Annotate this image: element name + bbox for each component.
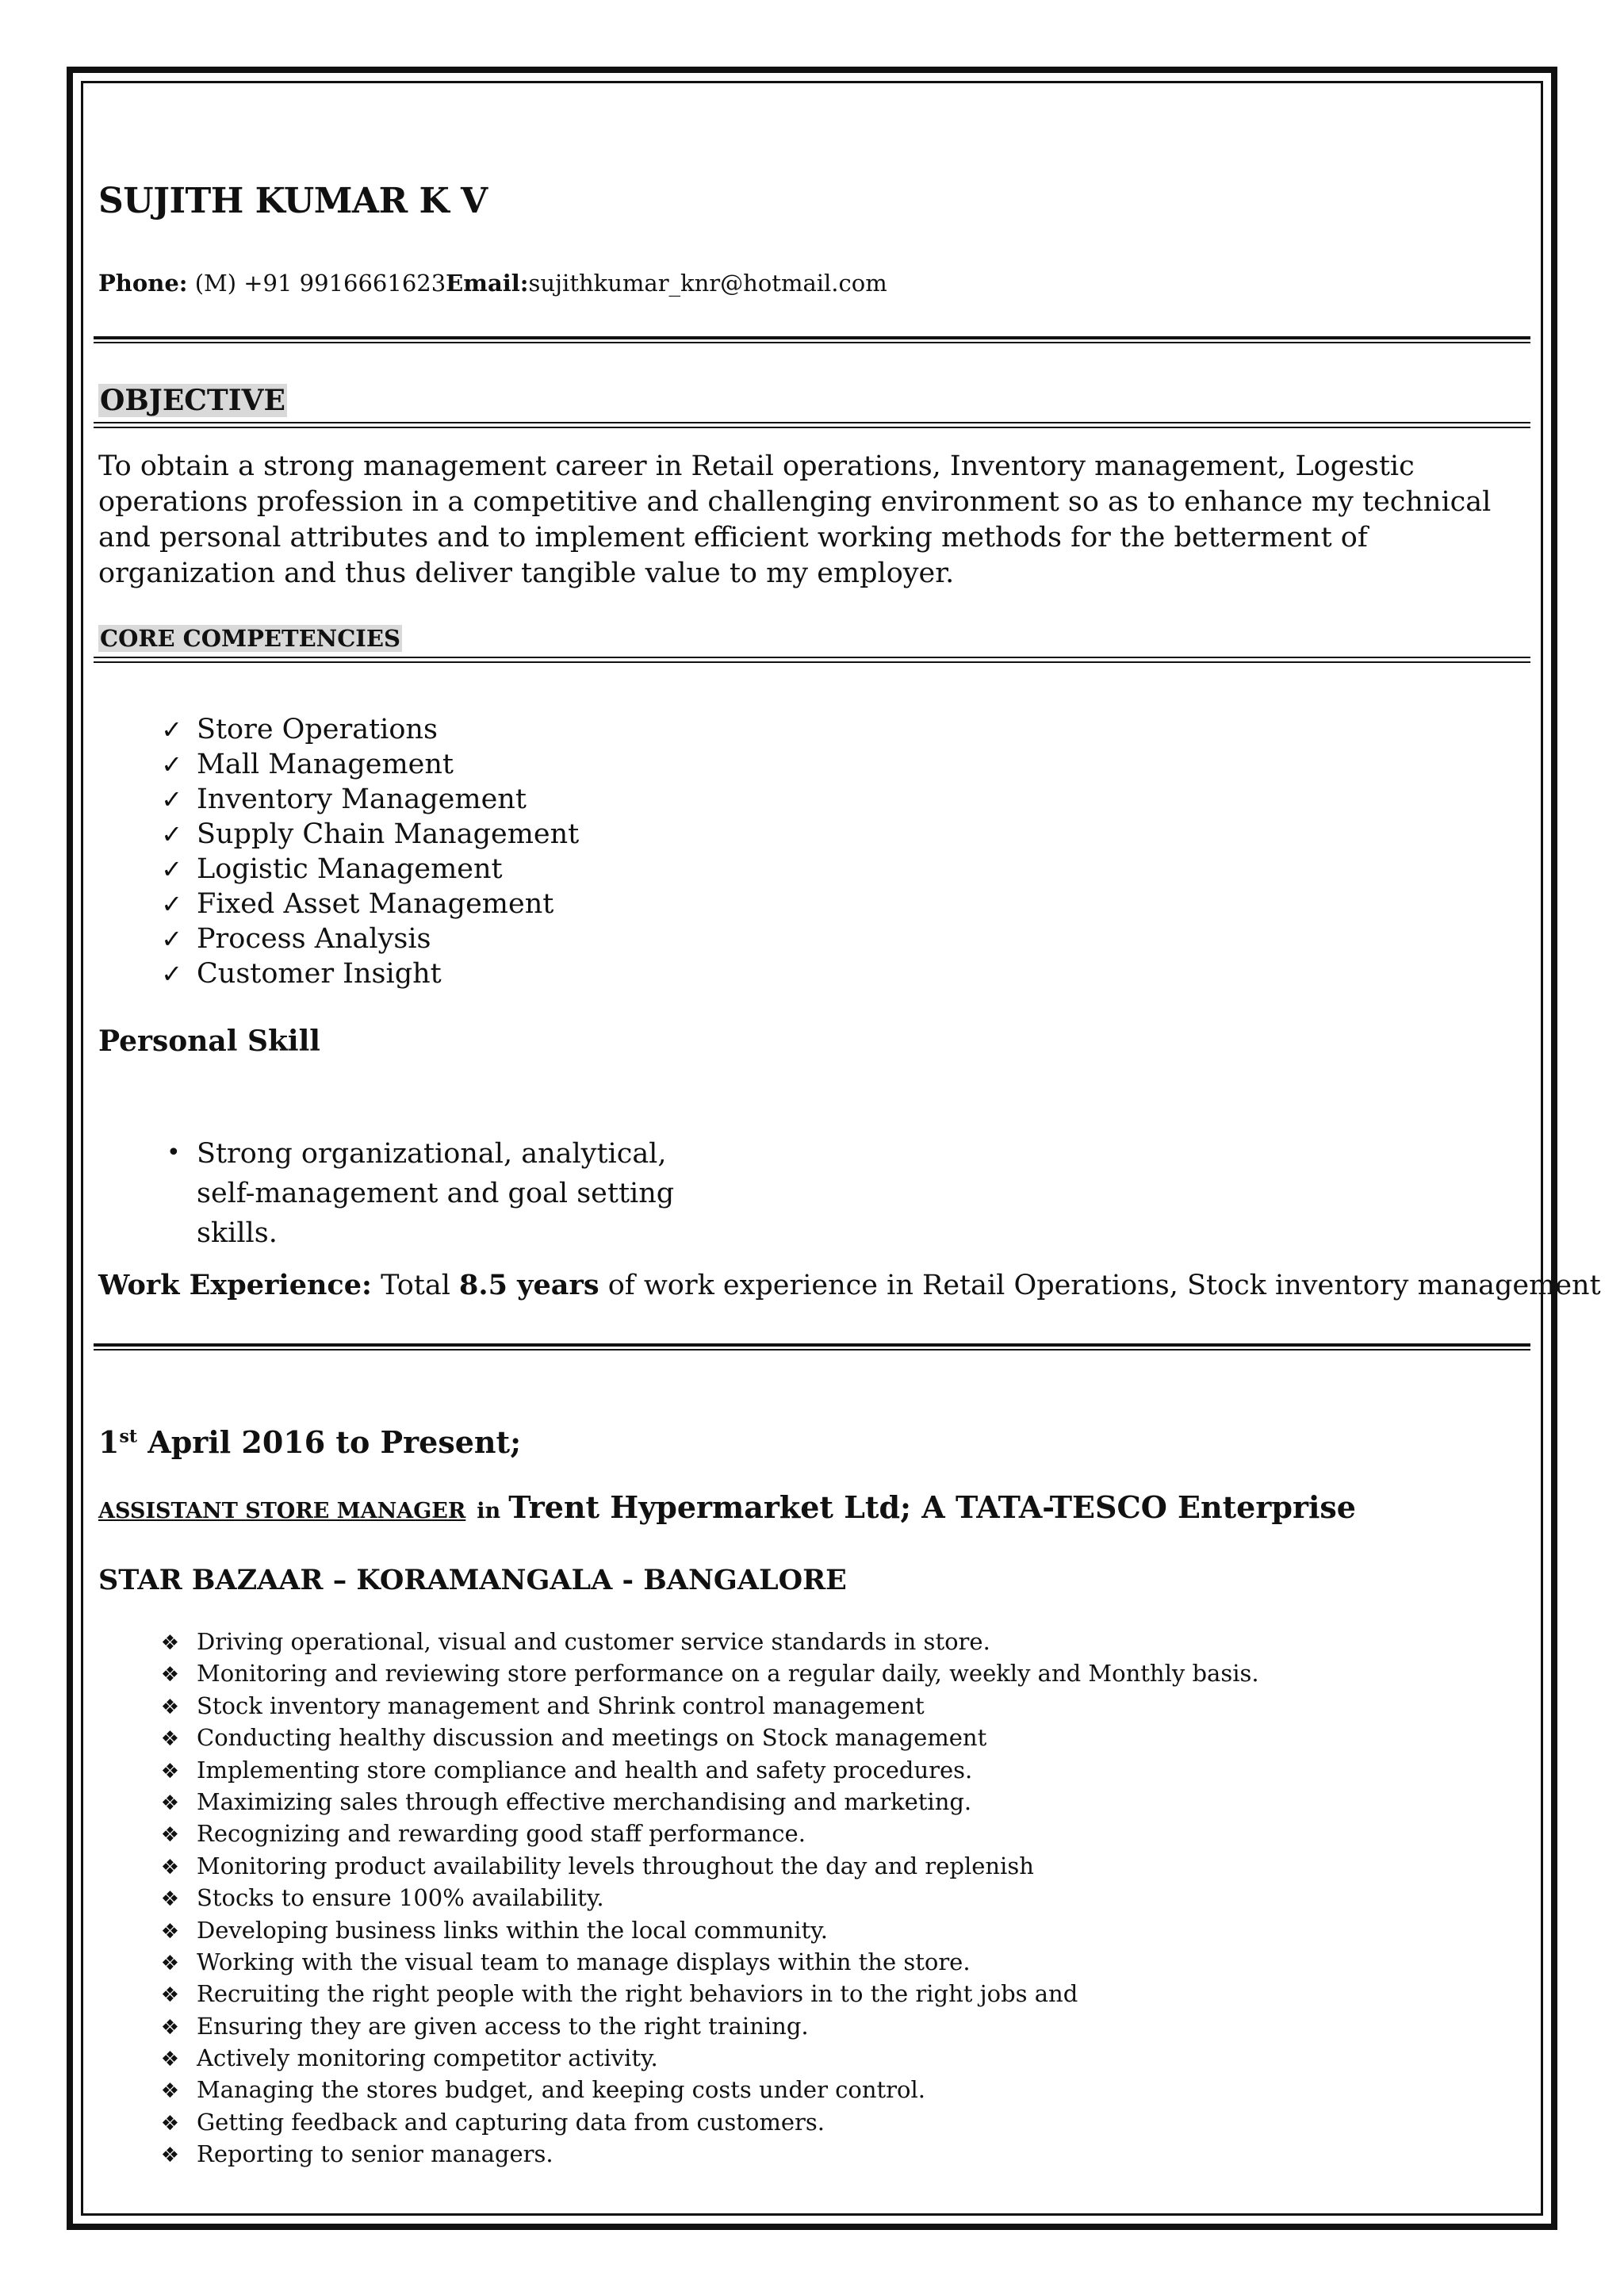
list-item [98,747,579,782]
objective-heading [98,384,287,417]
diamond-icon: ❖ [160,2144,179,2168]
list-item-text: Conducting healthy discussion and meetings on Stock management [197,1724,987,1752]
core-competencies-list [98,712,579,991]
list-item-text: Working with the visual team to manage displays within the store. [197,1948,971,1975]
list-item [98,1818,1259,1849]
diamond-icon: ❖ [160,1727,179,1752]
diamond-icon: ❖ [160,1823,179,1848]
diamond-icon: ❖ [160,1695,179,1719]
list-item [98,1657,1259,1689]
check-icon: ✓ [161,784,182,814]
diamond-icon: ❖ [160,2111,179,2136]
list-item-text: Inventory Management [197,784,527,815]
list-item [98,2010,1259,2042]
diamond-icon: ❖ [160,1631,179,1655]
list-item [98,1882,1259,1914]
check-icon: ✓ [161,749,182,780]
list-item [98,1914,1259,1946]
check-icon: ✓ [161,924,182,954]
list-item-text: Logistic Management [197,853,503,885]
job-connector: in [477,1499,501,1523]
diamond-icon: ❖ [160,2015,179,2040]
list-item-text: Process Analysis [197,923,431,955]
list-item-text: Monitoring product availability levels throughout the day and replenish [197,1852,1034,1879]
candidate-name: SUJITH KUMAR K V [98,181,488,221]
list-item [98,1850,1259,1882]
check-icon: ✓ [161,959,182,989]
job-date-day: 1 [98,1424,120,1460]
list-item [98,956,579,991]
work-experience-divider [94,1343,1530,1351]
list-item-text: Developing business links within the local community. [197,1916,828,1944]
objective-heading-label: OBJECTIVE [100,384,285,417]
work-experience-summary [98,1269,1601,1301]
list-item [98,1786,1259,1818]
list-item [98,712,579,747]
list-item-text: Driving operational, visual and customer service standards in store. [197,1628,990,1655]
diamond-icon: ❖ [160,1791,179,1815]
diamond-icon: ❖ [160,1919,179,1944]
list-item [98,2106,1259,2138]
check-icon: ✓ [161,854,182,884]
list-item [98,2074,1259,2105]
core-competencies-heading [98,625,402,652]
job-date-rest: April 2016 to Present; [147,1424,522,1460]
check-icon: ✓ [161,819,182,849]
core-competencies-label: CORE COMPETENCIES [100,625,400,652]
diamond-icon: ❖ [160,2079,179,2104]
list-item-text: Recruiting the right people with the right behaviors in to the right jobs and [197,1980,1078,2008]
header-divider [94,336,1530,343]
diamond-icon: ❖ [160,1855,179,1879]
dot-icon: • [167,1139,181,1167]
list-item-text: Getting feedback and capturing data from customers. [197,2108,825,2136]
job-duties-list [98,1626,1259,2170]
list-item [98,2138,1259,2170]
list-item [98,1946,1259,1978]
list-item [98,852,579,887]
email-value: sujithkumar_knr@hotmail.com [528,270,887,297]
phone-label: Phone: [98,270,188,297]
list-item-text: Stocks to ensure 100% availability. [197,1884,604,1912]
phone-value: (M) +91 9916661623 [194,270,446,297]
list-item [98,782,579,817]
diamond-icon: ❖ [160,1983,179,2008]
list-item [98,887,579,921]
work-experience-years: 8.5 years [459,1269,599,1301]
list-item-text: Stock inventory management and Shrink control management [197,1692,925,1719]
work-experience-suffix: of work experience in Retail Operations, Stock inventory management [607,1270,1601,1301]
job-location: STAR BAZAAR – KORAMANGALA - BANGALORE [98,1564,847,1596]
personal-skill-heading: Personal Skill [98,1025,320,1058]
list-item [98,1978,1259,2010]
job-company: Trent Hypermarket Ltd; A TATA-TESCO Enterprise [508,1489,1356,1525]
objective-text: To obtain a strong management career in Retail operations, Inventory management, Logestic operations profession in a competitive and challenging environment so as to enhance my technical and personal attributes and to implement efficient working methods for the betterment of organization and thus deliver tangible value to my employer. [98,450,1492,589]
diamond-icon: ❖ [160,1887,179,1912]
list-item-text: Fixed Asset Management [197,888,554,920]
diamond-icon: ❖ [160,1759,179,1784]
diamond-icon: ❖ [160,2048,179,2072]
list-item [98,1722,1259,1753]
list-item-text: Store Operations [197,714,438,745]
list-item-text: Maximizing sales through effective merchandising and marketing. [197,1787,972,1815]
diamond-icon: ❖ [160,1663,179,1688]
list-item-text: Monitoring and reviewing store performance on a regular daily, weekly and Monthly basis. [197,1660,1259,1688]
list-item-text: Customer Insight [197,958,442,990]
check-icon: ✓ [161,889,182,919]
list-item [98,1754,1259,1786]
list-item-text: Supply Chain Management [197,818,580,850]
list-item-text: Ensuring they are given access to the right training. [197,2012,809,2040]
work-experience-prefix: Total [381,1270,450,1301]
personal-skill-item: Strong organizational, analytical, self-management and goal setting skills. [197,1138,675,1249]
check-icon: ✓ [161,715,182,745]
diamond-icon: ❖ [160,1951,179,1975]
list-item-text: Reporting to senior managers. [197,2140,553,2168]
list-item-text: Managing the stores budget, and keeping costs under control. [197,2076,925,2104]
list-item [98,2042,1259,2074]
contact-line [98,270,887,297]
job-date-range [98,1424,521,1460]
email-label: Email: [446,270,529,297]
job-role-line [98,1489,1356,1525]
list-item-text: Actively monitoring competitor activity. [197,2044,658,2072]
work-experience-label: Work Experience: [98,1269,372,1301]
list-item [98,1690,1259,1722]
job-title: ASSISTANT STORE MANAGER [98,1499,466,1523]
job-date-suffix: st [119,1426,138,1447]
list-item [98,1626,1259,1657]
objective-divider [94,422,1530,428]
list-item [98,921,579,956]
list-item [98,817,579,852]
list-item-text: Mall Management [197,749,454,780]
list-item-text: Recognizing and rewarding good staff performance. [197,1820,806,1848]
core-competencies-divider [94,657,1530,663]
list-item-text: Implementing store compliance and health and safety procedures. [197,1756,973,1784]
